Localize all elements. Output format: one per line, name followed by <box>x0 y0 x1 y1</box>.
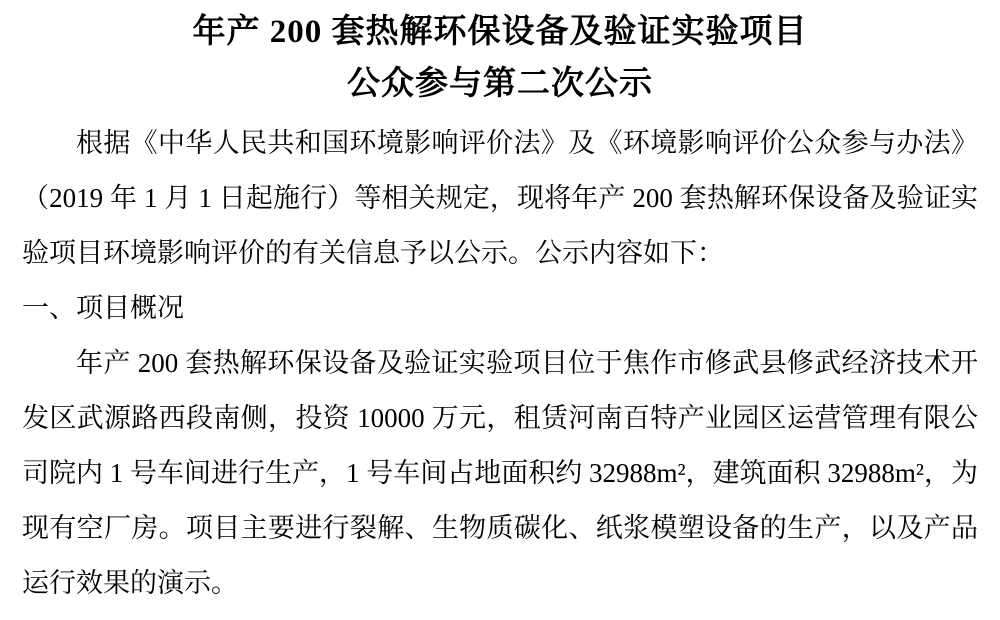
document-title <box>22 6 978 110</box>
intro-paragraph: 根据《中华人民共和国环境影响评价法》及《环境影响评价公众参与办法》（2019 年 1 月 1 日起施行）等相关规定，现将年产 200 套热解环保设备及验证实验项目环境影响评价的有关信息予以公示。公示内容如下： <box>22 128 978 268</box>
section-heading-project-overview: 一、项目概况 <box>22 293 184 323</box>
project-overview-paragraph: 年产 200 套热解环保设备及验证实验项目位于焦作市修武县修武经济技术开发区武源路西段南侧，投资 10000 万元，租赁河南百特产业园区运营管理有限公司院内 1 号车间进行生产，1 号车间占地面积约 32988m²，建筑面积 32988m²，为现有空厂房。项目主要进行裂解、生物质碳化、纸浆模塑设备的生产，以及产品运行效果的演示。 <box>22 348 978 598</box>
document-title-line-2: 公众参与第二次公示 <box>347 66 653 102</box>
document-title-line-1: 年产 200 套热解环保设备及验证实验项目 <box>192 14 808 50</box>
